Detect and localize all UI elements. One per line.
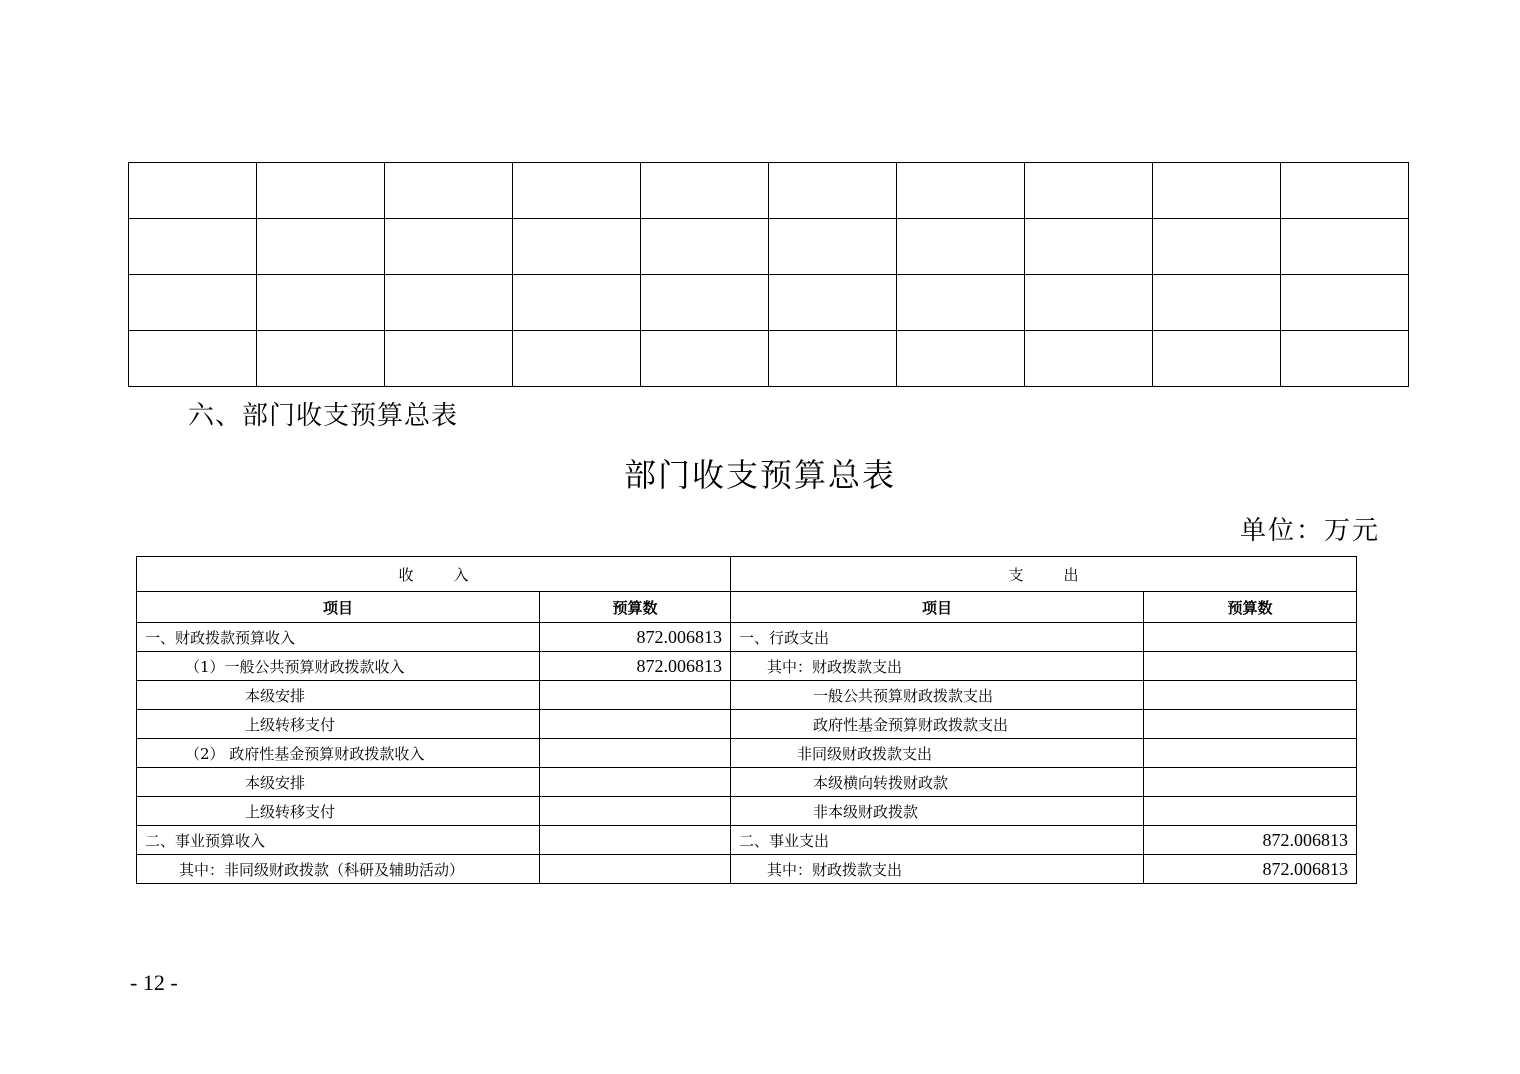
expense-item: 一、行政支出 [731, 623, 1144, 652]
expense-value [1144, 797, 1357, 826]
section-heading: 六、部门收支预算总表 [188, 401, 459, 431]
expense-value [1144, 623, 1357, 652]
table-row [137, 797, 1357, 826]
expense-item: 其中：财政拨款支出 [731, 855, 1144, 884]
income-header: 收入 [137, 557, 731, 592]
page-number: - 12 - [130, 970, 178, 995]
table-row [137, 855, 1357, 884]
income-value: 872.006813 [540, 623, 731, 652]
income-item: 本级安排 [137, 768, 540, 797]
income-value: 872.006813 [540, 652, 731, 681]
income-item-column-header: 项目 [137, 592, 540, 623]
income-value [540, 739, 731, 768]
expense-value [1144, 710, 1357, 739]
expense-value [1144, 652, 1357, 681]
income-item: 其中：非同级财政拨款（科研及辅助活动） [137, 855, 540, 884]
expense-item: 非本级财政拨款 [731, 797, 1144, 826]
expense-item: 本级横向转拨财政款 [731, 768, 1144, 797]
income-value [540, 681, 731, 710]
expense-value [1144, 739, 1357, 768]
expense-value [1144, 681, 1357, 710]
income-item: 本级安排 [137, 681, 540, 710]
income-item: 一、财政拨款预算收入 [137, 623, 540, 652]
expense-item: 二、事业支出 [731, 826, 1144, 855]
income-value [540, 855, 731, 884]
income-value [540, 710, 731, 739]
table-row [137, 652, 1357, 681]
table-title: 部门收支预算总表 [623, 456, 896, 494]
table-row [137, 710, 1357, 739]
expense-item: 政府性基金预算财政拨款支出 [731, 710, 1144, 739]
income-item: 上级转移支付 [137, 797, 540, 826]
expense-budget-column-header: 预算数 [1144, 592, 1357, 623]
table-row [137, 623, 1357, 652]
expense-item: 其中：财政拨款支出 [731, 652, 1144, 681]
expense-value [1144, 768, 1357, 797]
income-item: （2） 政府性基金预算财政拨款收入 [137, 739, 540, 768]
income-budget-column-header: 预算数 [540, 592, 731, 623]
table-row [137, 681, 1357, 710]
expense-value: 872.006813 [1144, 855, 1357, 884]
previous-table-grid [128, 162, 1409, 387]
expense-item: 一般公共预算财政拨款支出 [731, 681, 1144, 710]
income-value [540, 768, 731, 797]
expense-item: 非同级财政拨款支出 [731, 739, 1144, 768]
income-item: （1）一般公共预算财政拨款收入 [137, 652, 540, 681]
income-value [540, 797, 731, 826]
unit-label: 单位：万元 [1239, 516, 1380, 546]
income-item: 上级转移支付 [137, 710, 540, 739]
expense-item-column-header: 项目 [731, 592, 1144, 623]
table-row [137, 826, 1357, 855]
income-item: 二、事业预算收入 [137, 826, 540, 855]
income-value [540, 826, 731, 855]
expense-value: 872.006813 [1144, 826, 1357, 855]
table-row [137, 768, 1357, 797]
table-row [137, 739, 1357, 768]
budget-summary-table [136, 556, 1357, 884]
expense-header: 支出 [731, 557, 1357, 592]
